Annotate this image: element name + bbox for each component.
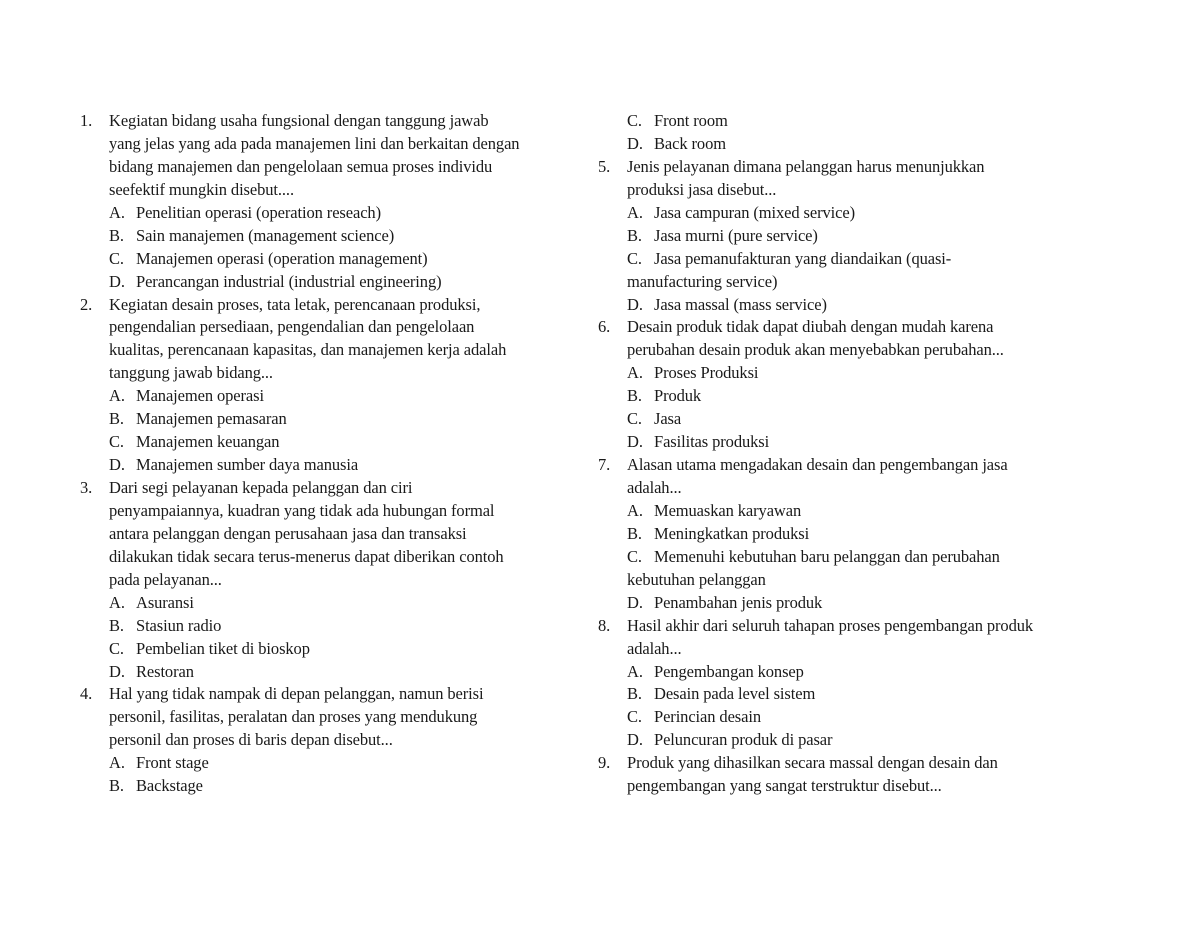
option-text: Manajemen pemasaran <box>136 409 287 429</box>
option-text: Meningkatkan produksi <box>654 523 810 543</box>
option-letter: A. <box>109 592 125 612</box>
option-text: Jasa <box>654 409 682 429</box>
option-text: Stasiun radio <box>136 615 222 635</box>
question-text: Hal yang tidak nampak di depan pelanggan, namun berisi <box>109 684 484 704</box>
option-text: Memenuhi kebutuhan baru pelanggan dan perubahan <box>654 546 1000 566</box>
question-text-line <box>80 110 580 133</box>
question-text-line <box>80 546 580 569</box>
option-letter: D. <box>627 294 643 314</box>
option-letter: C. <box>109 432 124 452</box>
option-text: Jasa pemanufakturan yang diandaikan (quasi- <box>654 248 952 268</box>
option-text: Pengembangan konsep <box>654 661 804 681</box>
answer-option <box>598 362 1098 385</box>
question-text-line <box>80 523 580 546</box>
option-letter: D. <box>627 730 643 750</box>
question-text: Jenis pelayanan dimana pelanggan harus menunjukkan <box>627 156 985 176</box>
option-text: Perincian desain <box>654 707 761 727</box>
question-item <box>598 316 1098 454</box>
option-text: Restoran <box>136 661 194 681</box>
answer-option <box>80 248 580 271</box>
answer-option <box>598 248 1098 271</box>
answer-option <box>80 775 580 798</box>
answer-option <box>598 592 1098 615</box>
question-text-line <box>598 752 1098 775</box>
question-text-line <box>598 638 1098 661</box>
option-letter: C. <box>627 409 642 429</box>
answer-option <box>80 385 580 408</box>
question-item <box>80 110 580 294</box>
option-letter: B. <box>109 225 124 245</box>
answer-option <box>80 661 580 684</box>
question-text-line <box>80 500 580 523</box>
question-4-continued-options <box>598 110 1098 156</box>
question-text: adalah... <box>627 638 682 658</box>
option-text: Jasa campuran (mixed service) <box>654 202 855 222</box>
question-text-line <box>80 362 580 385</box>
option-text: Peluncuran produk di pasar <box>654 730 833 750</box>
question-text-line <box>598 454 1098 477</box>
option-letter: B. <box>627 523 642 543</box>
option-letter: B. <box>109 776 124 796</box>
answer-option <box>598 202 1098 225</box>
option-letter: A. <box>109 202 125 222</box>
question-text: Desain produk tidak dapat diubah dengan mudah karena <box>627 317 994 337</box>
option-letter: A. <box>627 661 643 681</box>
option-text: Jasa murni (pure service) <box>654 225 818 245</box>
option-text: Back room <box>654 133 726 153</box>
answer-option <box>80 638 580 661</box>
answer-option <box>80 202 580 225</box>
question-item <box>598 752 1098 798</box>
option-text: Desain pada level sistem <box>654 684 816 704</box>
option-text: Asuransi <box>136 592 194 612</box>
answer-option <box>598 225 1098 248</box>
question-text-line <box>80 683 580 706</box>
option-letter: A. <box>109 386 125 406</box>
question-text: Kegiatan desain proses, tata letak, perencanaan produksi, <box>109 294 481 314</box>
answer-option <box>598 706 1098 729</box>
option-text: Jasa massal (mass service) <box>654 294 827 314</box>
answer-option <box>598 729 1098 752</box>
answer-option <box>598 500 1098 523</box>
question-item <box>598 454 1098 615</box>
question-text-line <box>598 316 1098 339</box>
question-item <box>80 683 580 798</box>
question-number: 8. <box>598 615 611 635</box>
option-text: Manajemen keuangan <box>136 432 280 452</box>
option-letter: B. <box>109 615 124 635</box>
question-text: Kegiatan bidang usaha fungsional dengan tanggung jawab <box>109 111 489 130</box>
answer-option <box>598 683 1098 706</box>
option-letter: B. <box>627 386 642 406</box>
answer-option <box>598 133 1098 156</box>
question-text: Produk yang dihasilkan secara massal dengan desain dan <box>627 753 998 773</box>
answer-option <box>598 385 1098 408</box>
option-text-continued: kebutuhan pelanggan <box>627 569 766 589</box>
answer-option <box>80 225 580 248</box>
question-text: Alasan utama mengadakan desain dan pengembangan jasa <box>627 455 1008 475</box>
option-text-continued: manufacturing service) <box>627 271 778 291</box>
option-letter: A. <box>109 753 125 773</box>
option-text: Penambahan jenis produk <box>654 592 823 612</box>
option-text: Sain manajemen (management science) <box>136 225 395 245</box>
option-letter: C. <box>627 248 642 268</box>
question-text: dilakukan tidak secara terus-menerus dapat diberikan contoh <box>109 546 504 566</box>
question-item <box>80 477 580 683</box>
option-continuation <box>598 569 1098 592</box>
option-letter: B. <box>109 409 124 429</box>
answer-option <box>598 431 1098 454</box>
question-text: yang jelas yang ada pada manajemen lini dan berkaitan dengan <box>109 133 520 153</box>
question-number: 7. <box>598 455 611 475</box>
option-text: Penelitian operasi (operation reseach) <box>136 202 381 222</box>
question-number: 9. <box>598 753 611 773</box>
option-text: Front room <box>654 111 728 130</box>
question-text-line <box>80 477 580 500</box>
option-continuation <box>598 271 1098 294</box>
question-text-line <box>598 477 1098 500</box>
answer-option <box>80 408 580 431</box>
question-text-line <box>598 775 1098 798</box>
answer-option <box>80 271 580 294</box>
option-text: Produk <box>654 386 702 406</box>
option-letter: D. <box>109 271 125 291</box>
option-text: Manajemen operasi <box>136 386 264 406</box>
question-number: 1. <box>80 111 93 130</box>
question-number: 6. <box>598 317 611 337</box>
option-text: Perancangan industrial (industrial engineering) <box>136 271 442 291</box>
option-letter: D. <box>109 661 125 681</box>
option-text: Pembelian tiket di bioskop <box>136 638 310 658</box>
question-text-line <box>598 156 1098 179</box>
question-text-line <box>80 316 580 339</box>
question-text-line <box>80 294 580 317</box>
option-letter: C. <box>627 546 642 566</box>
question-text: Dari segi pelayanan kepada pelanggan dan ciri <box>109 478 413 497</box>
question-item <box>80 294 580 478</box>
option-letter: C. <box>627 111 642 130</box>
answer-option <box>598 523 1098 546</box>
option-letter: C. <box>109 638 124 658</box>
option-text: Proses Produksi <box>654 363 759 383</box>
question-text: perubahan desain produk akan menyebabkan perubahan... <box>627 340 1004 360</box>
question-number: 2. <box>80 294 93 314</box>
option-letter: B. <box>627 225 642 245</box>
option-letter: D. <box>627 592 643 612</box>
question-text: penyampaiannya, kuadran yang tidak ada hubungan formal <box>109 500 495 520</box>
answer-option <box>80 752 580 775</box>
option-letter: C. <box>109 248 124 268</box>
option-text: Manajemen sumber daya manusia <box>136 455 359 475</box>
option-text: Fasilitas produksi <box>654 432 770 452</box>
question-text: seefektif mungkin disebut.... <box>109 179 294 199</box>
question-text: bidang manajemen dan pengelolaan semua proses individu <box>109 156 493 176</box>
answer-option <box>598 110 1098 133</box>
question-text-line <box>598 179 1098 202</box>
question-text: Hasil akhir dari seluruh tahapan proses pengembangan produk <box>627 615 1034 635</box>
option-text: Manajemen operasi (operation management) <box>136 248 428 268</box>
question-number: 3. <box>80 478 93 497</box>
question-text-line <box>598 339 1098 362</box>
right-column <box>598 110 1098 798</box>
option-letter: B. <box>627 684 642 704</box>
answer-option <box>598 546 1098 569</box>
question-item <box>598 156 1098 317</box>
question-number: 4. <box>80 684 93 704</box>
option-letter: A. <box>627 363 643 383</box>
option-text: Memuaskan karyawan <box>654 500 802 520</box>
question-text-line <box>80 729 580 752</box>
option-letter: D. <box>109 455 125 475</box>
option-text: Backstage <box>136 776 203 796</box>
question-text: kualitas, perencanaan kapasitas, dan manajemen kerja adalah <box>109 340 507 360</box>
question-text: tanggung jawab bidang... <box>109 363 273 383</box>
question-text-line <box>80 339 580 362</box>
question-text: antara pelanggan dengan perusahaan jasa dan transaksi <box>109 523 467 543</box>
option-letter: D. <box>627 432 643 452</box>
question-text-line <box>80 179 580 202</box>
question-text: personil dan proses di baris depan disebut... <box>109 730 393 750</box>
answer-option <box>80 592 580 615</box>
question-text-line <box>80 706 580 729</box>
question-text: pada pelayanan... <box>109 569 222 589</box>
option-letter: C. <box>627 707 642 727</box>
question-text: produksi jasa disebut... <box>627 179 777 199</box>
question-number: 5. <box>598 156 611 176</box>
question-text-line <box>80 156 580 179</box>
left-column <box>80 110 580 798</box>
question-text: pengembangan yang sangat terstruktur disebut... <box>627 776 942 796</box>
answer-option <box>598 294 1098 317</box>
option-letter: D. <box>627 133 643 153</box>
answer-option <box>80 431 580 454</box>
option-text: Front stage <box>136 753 209 773</box>
answer-option <box>598 408 1098 431</box>
question-text-line <box>80 133 580 156</box>
option-letter: A. <box>627 500 643 520</box>
answer-option <box>80 454 580 477</box>
option-letter: A. <box>627 202 643 222</box>
answer-option <box>80 615 580 638</box>
question-text-line <box>598 615 1098 638</box>
answer-option <box>598 661 1098 684</box>
question-text: pengendalian persediaan, pengendalian dan pengelolaan <box>109 317 475 337</box>
question-text: personil, fasilitas, peralatan dan proses yang mendukung <box>109 707 478 727</box>
question-text: adalah... <box>627 478 682 497</box>
question-item <box>598 615 1098 753</box>
question-text-line <box>80 569 580 592</box>
